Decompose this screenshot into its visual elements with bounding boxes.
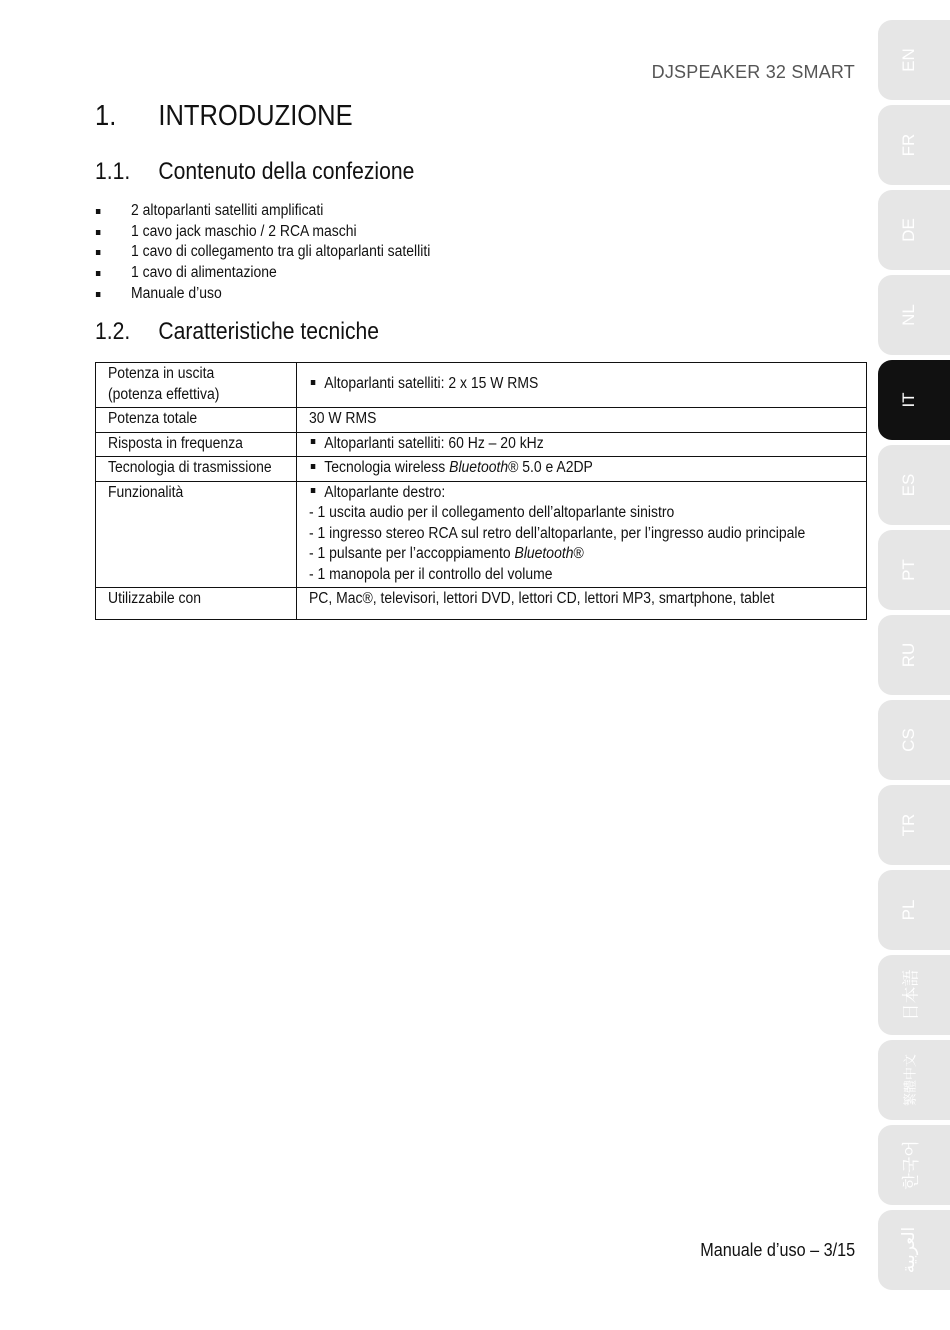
value-text: Altoparlanti satelliti: 60 Hz – 20 kHz [324,434,544,452]
table-cell-value [296,588,866,620]
label-text: Utilizzabile con [108,590,202,607]
list-item [95,201,430,222]
tab-ar[interactable] [878,1210,950,1290]
table-row [96,481,867,588]
table-row [96,457,867,482]
table-cell-label [96,588,297,620]
table-cell-label [96,363,297,408]
label-text: Tecnologia di trasmissione [108,459,272,476]
tab-label: RU [899,642,918,668]
bullet-icon [96,230,101,235]
tab-pt[interactable] [878,530,950,610]
tab-fr[interactable] [878,105,950,185]
bullet-icon [311,380,316,385]
feature-line: - 1 uscita audio per il collegamento dell’altoparlante sinistro [308,504,675,521]
tab-tr[interactable] [878,785,950,865]
tab-label: CS [899,728,918,752]
table-row [96,588,867,620]
tab-it[interactable] [878,360,950,440]
tab-nl[interactable] [878,275,950,355]
tab-label: EN [899,48,918,72]
bullet-icon [311,439,316,444]
tab-ru[interactable] [878,615,950,695]
feature-line: - 1 manopola per il controllo del volume [308,565,553,583]
tab-label: PT [899,559,918,581]
table-cell-value [296,363,866,408]
list-item [95,242,430,263]
brand-text: Bluetooth [514,545,574,562]
registered-mark: ® [573,545,584,562]
table-row [96,408,867,433]
table-row [96,432,867,457]
section-heading-caratteristiche [95,318,379,346]
table-cell-label [96,432,297,457]
tab-label: العربية [899,1226,918,1274]
list-item [95,263,430,284]
tab-pl[interactable] [878,870,950,950]
tab-label: IT [899,392,918,408]
value-text: 30 W RMS [308,410,377,427]
tab-label: PL [899,899,918,921]
feature-line: - 1 ingresso stereo RCA sul retro dell’altoparlante, per l’ingresso audio principale [308,524,806,542]
feature-text: - 1 pulsante per l’accoppiamento [308,545,515,562]
value-text: Tecnologia wireless [324,459,449,476]
label-line: Potenza in uscita [108,365,215,382]
table-row [96,363,867,408]
tab-es[interactable] [878,445,950,525]
section-heading-contenuto [95,158,414,186]
list-item [95,284,430,305]
table-cell-value [296,481,866,588]
section-number: 1. [95,100,117,132]
table-cell-label [96,408,297,433]
package-contents-list [95,201,468,304]
list-item-text: Manuale d’uso [131,284,222,302]
section-title: INTRODUZIONE [158,100,353,132]
table-cell-value [296,432,866,457]
page-footer: Manuale d’uso – 3/15 [700,1240,855,1260]
value-text: Altoparlante destro: [324,483,446,501]
tab-label: 繁體中文 [902,1053,918,1107]
section-title: Caratteristiche tecniche [158,318,380,345]
tab-de[interactable] [878,190,950,270]
table-cell-label [96,457,297,482]
list-item-text: 2 altoparlanti satelliti amplificati [131,202,324,219]
table-cell-label [96,481,297,588]
tab-label: FR [899,133,918,157]
list-item-text: 1 cavo jack maschio / 2 RCA maschi [131,222,357,240]
value-text: Altoparlanti satelliti: 2 x 15 W RMS [324,375,539,393]
specs-table [95,362,867,620]
tab-label: TR [899,813,918,837]
tab-label: NL [899,304,918,326]
feature-line [309,544,584,565]
table-cell-value [296,408,866,433]
label-text: Potenza totale [108,410,198,427]
table-cell-value [296,457,866,482]
bullet-icon [96,209,101,214]
section-number: 1.1. [95,158,131,185]
label-line: (potenza effettiva) [108,385,220,403]
tab-zh[interactable] [878,1040,950,1120]
list-item-text: 1 cavo di collegamento tra gli altoparlanti satelliti [131,243,431,261]
section-heading-introduzione [95,100,353,133]
label-text: Funzionalità [108,483,184,501]
bullet-icon [311,488,316,493]
bullet-icon [311,464,316,469]
tab-label: 한국어 [901,1140,921,1190]
list-item [95,222,430,243]
tab-label: 日本語 [901,969,921,1021]
bullet-icon [96,292,101,297]
tab-en[interactable] [878,20,950,100]
tab-ko[interactable] [878,1125,950,1205]
tab-ja[interactable] [878,955,950,1035]
value-text: PC, Mac®, televisori, lettori DVD, lettori CD, lettori MP3, smartphone, tablet [308,590,775,607]
tab-label: ES [899,473,918,497]
section-title: Contenuto della confezione [158,158,415,185]
product-name: DJSPEAKER 32 SMART [651,62,855,82]
section-number: 1.2. [95,318,131,345]
registered-mark: ® [507,459,519,476]
label-text: Risposta in frequenza [108,434,243,452]
brand-text: Bluetooth [448,459,508,476]
list-item-text: 1 cavo di alimentazione [131,264,277,282]
tab-label: DE [899,218,918,242]
bullet-icon [96,250,101,255]
tab-cs[interactable] [878,700,950,780]
value-text: 5.0 e A2DP [518,459,593,476]
bullet-icon [96,271,101,276]
